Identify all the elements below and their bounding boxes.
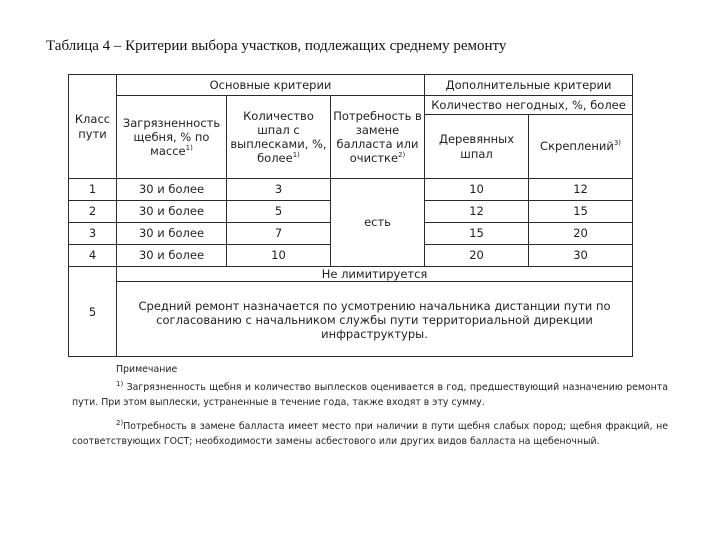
contamination-header: Загрязненность щебня, % по массе$^{1)}$ [117, 96, 227, 179]
table-row [69, 179, 633, 201]
wooden-sleepers-header: Деревянных шпал [425, 115, 529, 179]
ballast-cell: есть [331, 179, 425, 267]
defective-header: Количество негодных, %, более [425, 96, 633, 115]
class-cell: 4 [69, 245, 117, 267]
ballast-header: Потребность в замене балласта или очистке$^{2)}$ [331, 96, 425, 179]
table-title: Таблица 4 – Критерии выбора участков, подлежащих среднему ремонту [46, 38, 507, 54]
class-header: Класс пути [69, 75, 117, 179]
criteria-table [68, 74, 633, 357]
contamination-cell: 30 и более [117, 223, 227, 245]
footnote-1: $^{1)}$ Загрязненность щебня и количество выплесков оценивается в год, предшествующий назначению ремонта пути. При этом выплески, устраненные в течение года, также входят в эту сумму. [72, 380, 669, 409]
not-limited-cell: Не лимитируется [117, 267, 633, 282]
footnote-mark: 1) [292, 151, 300, 160]
notes-heading: Примечание [116, 364, 178, 375]
sleepers-cell: 10 [227, 245, 331, 267]
footnote-2: $^{2)}$Потребность в замене балласта имеет место при наличии в пути щебня слабых пород; щебня фракций, не соответствующих ГОСТ; необходимости замены асбестового или других видов балласта на щебеночный. [72, 419, 668, 448]
contamination-cell: 30 и более [117, 201, 227, 223]
class5-note-cell: Средний ремонт назначается по усмотрению начальника дистанции пути по согласованию с начальником службы пути территориальной дирекции инфраструктуры. [117, 282, 633, 357]
contamination-cell: 30 и более [117, 245, 227, 267]
class-cell: 2 [69, 201, 117, 223]
fasteners-cell: 30 [529, 245, 633, 267]
sleepers-header: Количество шпал с выплесками, %, более$^{1)}$ [227, 96, 331, 179]
sleepers-cell: 3 [227, 179, 331, 201]
fasteners-cell: 15 [529, 201, 633, 223]
class-cell: 1 [69, 179, 117, 201]
footnote-mark: 1) [185, 144, 193, 153]
wooden-cell: 20 [425, 245, 529, 267]
additional-criteria-header: Дополнительные критерии [425, 75, 633, 96]
class-cell: 5 [69, 267, 117, 357]
class-cell: 3 [69, 223, 117, 245]
footnote-mark: 3) [613, 139, 621, 148]
footnote-mark: 2) [116, 419, 124, 428]
fasteners-header: Скреплений$^{3)}$ [529, 115, 633, 179]
sleepers-cell: 5 [227, 201, 331, 223]
notes-section [72, 362, 668, 449]
main-criteria-header: Основные критерии [117, 75, 425, 96]
sleepers-cell: 7 [227, 223, 331, 245]
fasteners-cell: 20 [529, 223, 633, 245]
wooden-cell: 15 [425, 223, 529, 245]
contamination-cell: 30 и более [117, 179, 227, 201]
fasteners-cell: 12 [529, 179, 633, 201]
footnote-mark: 1) [116, 380, 124, 388]
wooden-cell: 10 [425, 179, 529, 201]
wooden-cell: 12 [425, 201, 529, 223]
footnote-mark: 2) [398, 151, 406, 160]
